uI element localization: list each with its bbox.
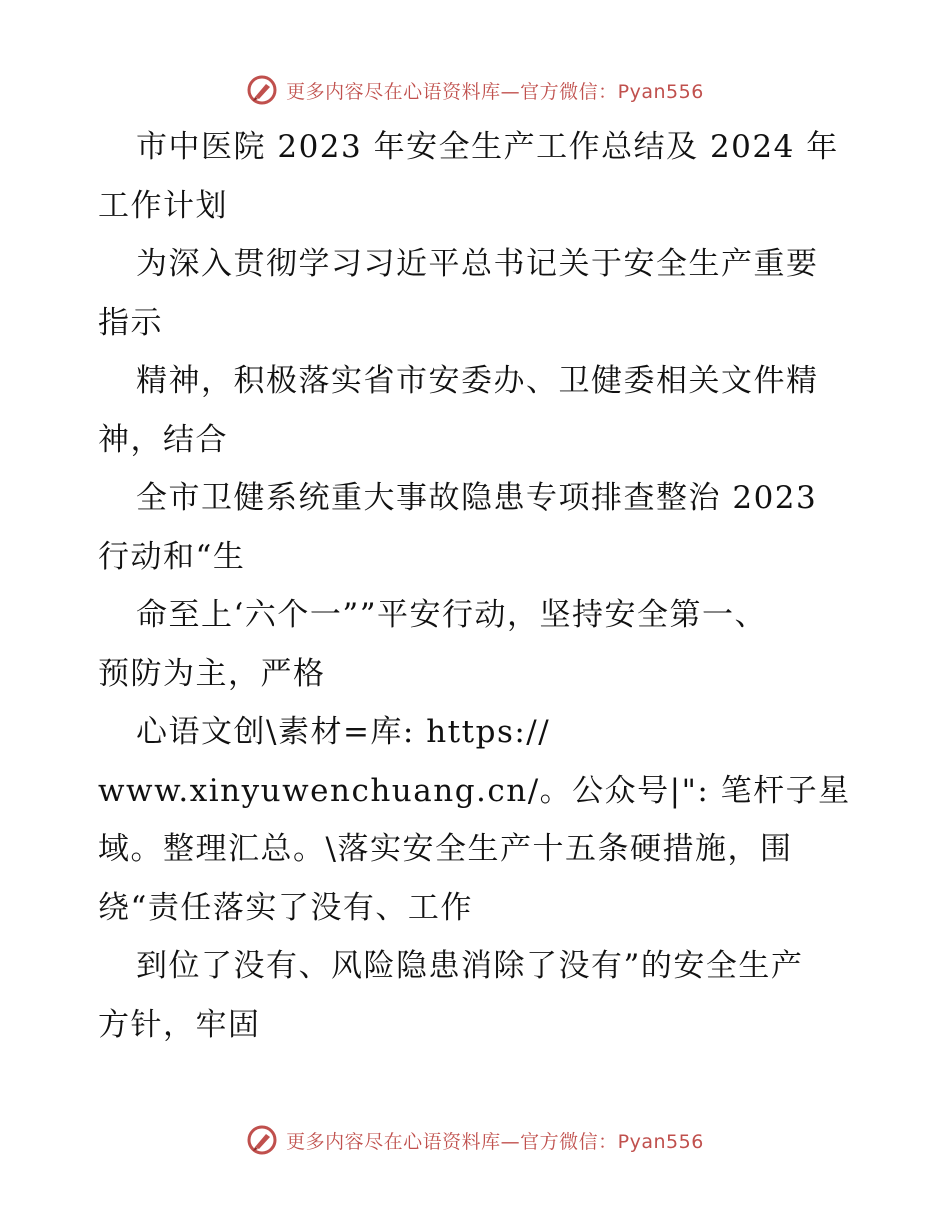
paragraph [98, 469, 858, 586]
paragraph-line: 命至上‘六个一””平安行动，坚持安全第一、 [136, 597, 768, 633]
paragraph-line: 预防为主，严格 [98, 655, 326, 692]
paragraph-line: 市中医院 2023 年安全生产工作总结及 2024 年 [136, 129, 839, 165]
paragraph-line: 为深入贯彻学习习近平总书记关于安全生产重要 [136, 246, 819, 282]
paragraph-line: 域。整理汇总。\落实安全生产十五条硬措施，围 [98, 831, 793, 867]
pen-logo-icon [246, 74, 278, 106]
document-body [98, 118, 858, 1054]
paragraph [98, 703, 858, 937]
footer-banner-text: 更多内容尽在心语资料库—官方微信：Pyan556 [286, 1130, 704, 1153]
paragraph-line: 绕“责任落实了没有、工作 [98, 889, 473, 926]
paragraph-line: 方针，牢固 [98, 1006, 261, 1043]
header-banner [0, 70, 950, 110]
header-banner-text: 更多内容尽在心语资料库—官方微信：Pyan556 [286, 80, 704, 103]
paragraph-line: 工作计划 [98, 187, 228, 224]
paragraph [98, 352, 858, 469]
pen-logo-icon [246, 1124, 278, 1156]
paragraph [98, 235, 858, 352]
paragraph-line: 行动和“生 [98, 538, 246, 575]
paragraph-line: 神，结合 [98, 421, 228, 458]
paragraph-line: 精神，积极落实省市安委办、卫健委相关文件精 [136, 363, 819, 399]
paragraph [98, 586, 858, 703]
paragraph-line: 指示 [98, 304, 163, 341]
paragraph-line: 心语文创\素材=库: https:// [136, 714, 551, 750]
paragraph-line: 全市卫健系统重大事故隐患专项排查整治 2023 [136, 480, 818, 516]
paragraph-line: 到位了没有、风险隐患消除了没有”的安全生产 [136, 948, 804, 984]
paragraph-line: www.xinyuwenchuang.cn/。公众号|": 笔杆子星 [98, 772, 851, 809]
paragraph-title [98, 118, 858, 235]
footer-banner [0, 1120, 950, 1160]
paragraph [98, 937, 858, 1054]
